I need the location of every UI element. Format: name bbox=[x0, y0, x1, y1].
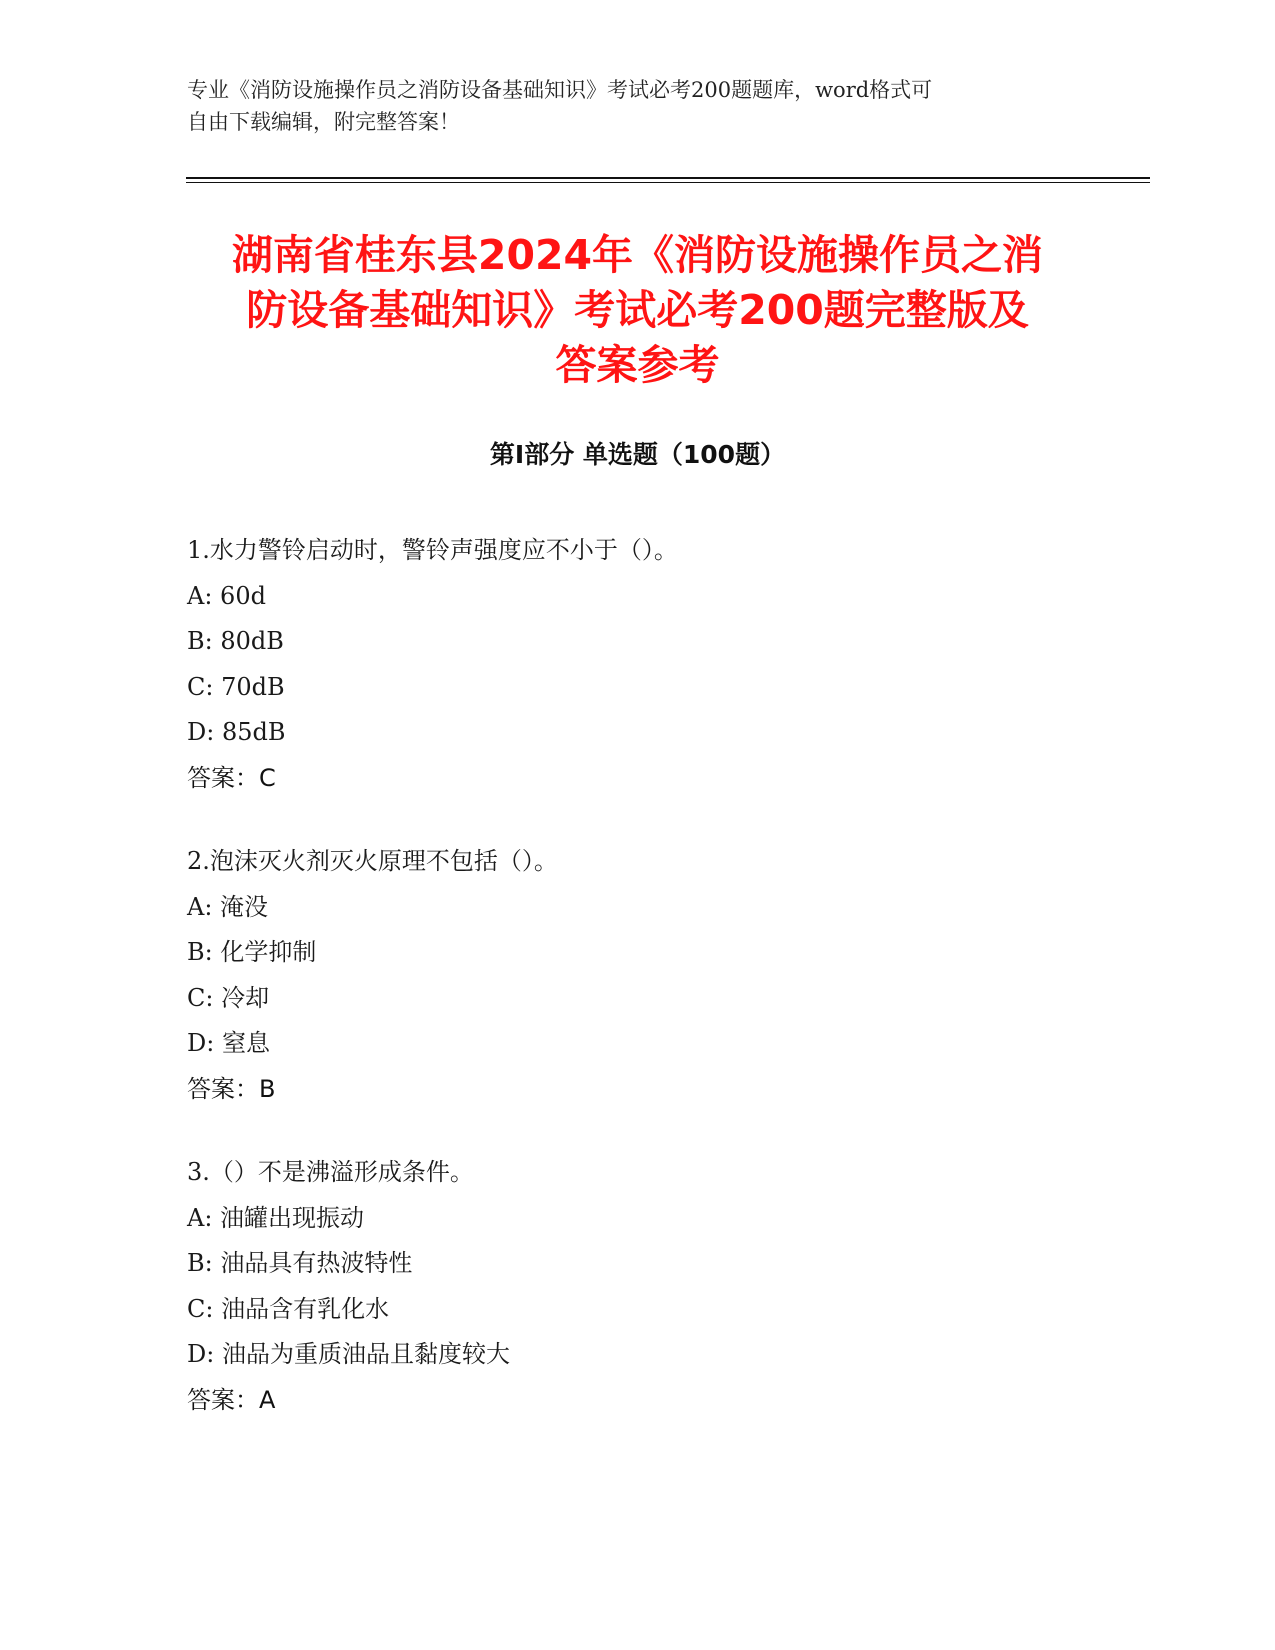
answer: 答案：A bbox=[187, 1385, 276, 1414]
document-title-line-3: 答案参考 bbox=[555, 341, 720, 389]
document-title bbox=[160, 228, 1115, 393]
option-d: D: 油品为重质油品且黏度较大 bbox=[187, 1340, 510, 1368]
option-a: A: 油罐出现振动 bbox=[187, 1203, 365, 1232]
option-b: B: 油品具有热波特性 bbox=[187, 1249, 413, 1277]
document-title-line-2: 防设备基础知识》考试必考200题完整版及 bbox=[246, 286, 1029, 334]
option-b: B: 化学抑制 bbox=[187, 938, 317, 966]
question-2 bbox=[187, 839, 1137, 1112]
header-divider-thick bbox=[186, 177, 1150, 179]
question-1 bbox=[187, 528, 1137, 801]
header-note-line-2: 自由下载编辑，附完整答案！ bbox=[187, 110, 460, 134]
option-d: D: 85dB bbox=[187, 718, 286, 746]
header-note-line-1: 专业《消防设施操作员之消防设备基础知识》考试必考200题题库，word格式可 bbox=[187, 78, 933, 102]
answer: 答案：B bbox=[187, 1074, 276, 1103]
question-stem: 2.泡沫灭火剂灭火原理不包括（）。 bbox=[187, 847, 558, 875]
header-note bbox=[187, 74, 1087, 138]
option-a: A: 淹没 bbox=[187, 892, 269, 921]
answer: 答案：C bbox=[187, 763, 276, 792]
option-c: C: 冷却 bbox=[187, 983, 270, 1012]
option-d: D: 窒息 bbox=[187, 1029, 270, 1057]
question-3 bbox=[187, 1150, 1137, 1423]
option-b: B: 80dB bbox=[187, 627, 284, 655]
option-c: C: 油品含有乳化水 bbox=[187, 1294, 390, 1323]
question-stem: 1.水力警铃启动时，警铃声强度应不小于（）。 bbox=[187, 536, 678, 564]
option-a: A: 60d bbox=[187, 581, 266, 610]
option-c: C: 70dB bbox=[187, 672, 285, 701]
question-list bbox=[187, 528, 1137, 1461]
section-title: 第Ⅰ部分 单选题（100题） bbox=[489, 440, 786, 469]
header-divider-thin bbox=[186, 182, 1150, 183]
question-stem: 3.（）不是沸溢形成条件。 bbox=[187, 1158, 474, 1186]
document-title-line-1: 湖南省桂东县2024年《消防设施操作员之消 bbox=[231, 231, 1044, 279]
